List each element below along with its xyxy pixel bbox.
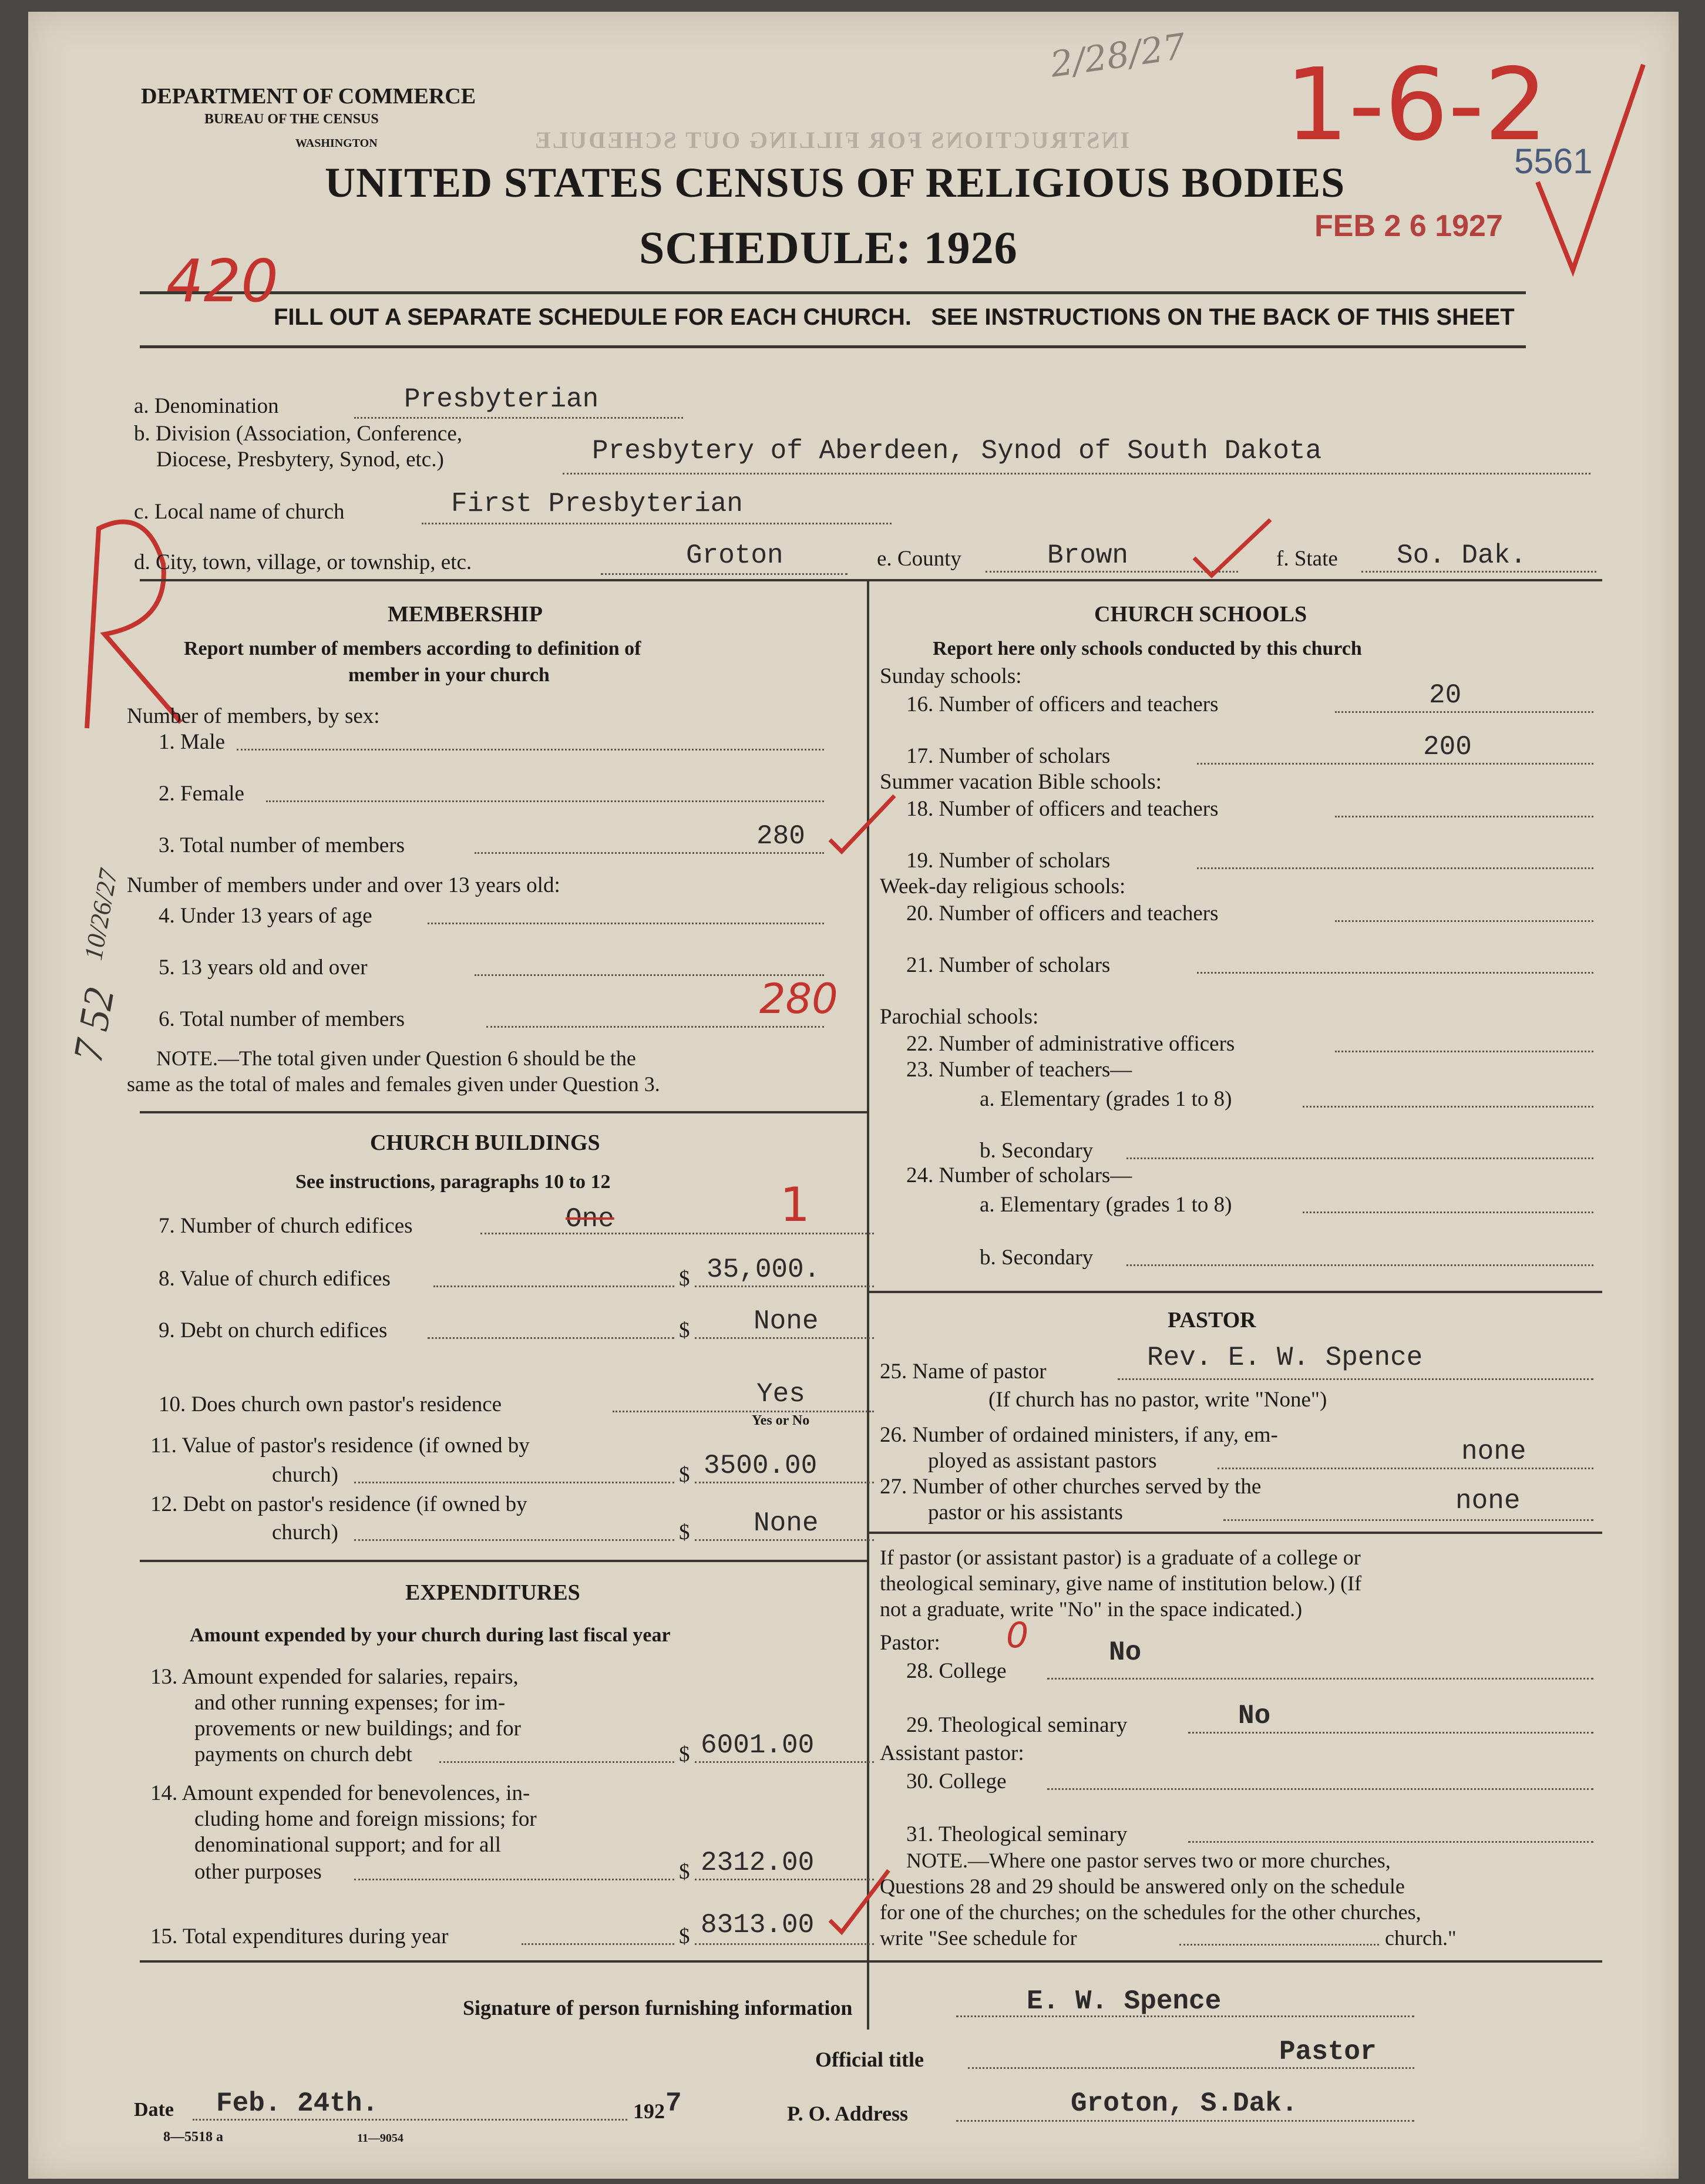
schools-heading: CHURCH SCHOOLS <box>1094 602 1307 627</box>
q2-label: 2. Female <box>159 782 244 806</box>
q13-label-4: payments on church debt <box>194 1742 412 1766</box>
q12-label-2: church) <box>272 1520 338 1544</box>
signature-label: Signature of person furnishing information <box>463 1996 853 2020</box>
expenditures-sub: Amount expended by your church during last fiscal year <box>190 1624 671 1646</box>
q10-hint: Yes or No <box>752 1413 810 1428</box>
q23a-label: a. Elementary (grades 1 to 8) <box>980 1087 1232 1111</box>
q26-line <box>1218 1468 1593 1469</box>
q8-line <box>433 1286 674 1287</box>
pastor-heading: PASTOR <box>1168 1308 1256 1332</box>
banner-rule-bottom <box>140 345 1526 348</box>
pastor-note-5: church." <box>1385 1926 1457 1950</box>
schedule-title: SCHEDULE: 1926 <box>639 222 1018 273</box>
po-address-label: P. O. Address <box>787 2102 909 2125</box>
q8-dollar: $ <box>679 1267 690 1291</box>
q10-label: 10. Does church own pastor's residence <box>159 1392 502 1416</box>
membership-rule <box>140 1111 867 1113</box>
department-label: DEPARTMENT OF COMMERCE <box>141 84 476 109</box>
q24-label: 24. Number of scholars— <box>906 1163 1132 1187</box>
footer-rule <box>140 1960 1602 1963</box>
po-address-line <box>956 2120 1414 2122</box>
schools-sub: Report here only schools conducted by this church <box>933 638 1362 659</box>
city-value: Groton <box>686 540 783 571</box>
q23a-line <box>1303 1106 1593 1108</box>
date-line <box>193 2119 627 2121</box>
q14-label-1: 14. Amount expended for benevolences, in- <box>150 1781 530 1805</box>
q3-line <box>475 852 824 854</box>
q19-line <box>1197 867 1593 869</box>
q10-value: Yes <box>756 1379 805 1409</box>
q12-dollar: $ <box>679 1520 690 1544</box>
q28-value: No <box>1109 1637 1142 1668</box>
q13-label-2: and other running expenses; for im- <box>194 1691 506 1715</box>
q6-line <box>486 1026 824 1028</box>
red-check-mark <box>1532 59 1649 282</box>
q13-value: 6001.00 <box>701 1730 815 1761</box>
q11-value: 3500.00 <box>704 1451 818 1481</box>
assistant-label: Assistant pastor: <box>880 1741 1024 1765</box>
margin-note-date: 10/26/27 <box>78 867 123 963</box>
division-label-1: b. Division (Association, Conference, <box>134 422 462 446</box>
q12-label-1: 12. Debt on pastor's residence (if owned by <box>150 1492 527 1516</box>
q4-line <box>428 923 824 924</box>
handwritten-420: 420 <box>166 247 278 315</box>
q17-line <box>1197 763 1593 765</box>
q28-label: 28. College <box>906 1659 1007 1683</box>
pencil-date-top: 2/28/27 <box>1048 26 1189 86</box>
q15-label: 15. Total expenditures during year <box>150 1924 449 1949</box>
print-number: 11—9054 <box>357 2132 403 2145</box>
q24a-label: a. Elementary (grades 1 to 8) <box>980 1193 1232 1217</box>
q19-label: 19. Number of scholars <box>906 849 1111 873</box>
grad-text-1: If pastor (or assistant pastor) is a graduate of a college or <box>880 1546 1361 1569</box>
q6-value: 280 <box>759 975 838 1023</box>
census-schedule-page <box>28 12 1679 2179</box>
q6-label: 6. Total number of members <box>159 1007 405 1031</box>
division-value: Presbytery of Aberdeen, Synod of South Dakota <box>592 436 1322 466</box>
q25-hint: (If church has no pastor, write "None") <box>988 1388 1327 1412</box>
membership-note-2: same as the total of males and females given under Question 3. <box>127 1072 660 1096</box>
q9-value: None <box>754 1306 819 1337</box>
membership-note-1: NOTE.—The total given under Question 6 should be the <box>156 1046 636 1070</box>
q13-label-3: provements or new buildings; and for <box>194 1717 521 1741</box>
q14-label-4: other purposes <box>194 1860 322 1884</box>
q12-amount-line <box>695 1539 874 1541</box>
form-number: 8—5518 a <box>163 2129 223 2145</box>
local-name-label: c. Local name of church <box>134 500 345 524</box>
year-suffix: 7 <box>665 2088 682 2119</box>
date-value: Feb. 24th. <box>216 2088 379 2119</box>
q23b-line <box>1126 1157 1593 1159</box>
q13-dollar: $ <box>679 1742 690 1766</box>
q15-value: 8313.00 <box>701 1910 815 1940</box>
official-title-line <box>968 2067 1414 2069</box>
parochial-label: Parochial schools: <box>880 1005 1039 1029</box>
signature-value: E. W. Spence <box>1027 1986 1222 2017</box>
q17-label: 17. Number of scholars <box>906 744 1111 768</box>
q24b-label: b. Secondary <box>980 1246 1094 1270</box>
q23-label: 23. Number of teachers— <box>906 1058 1132 1082</box>
q26-label-2: ployed as assistant pastors <box>928 1449 1157 1473</box>
q30-label: 30. College <box>906 1769 1007 1793</box>
red-r-mark <box>63 493 199 740</box>
q7-label: 7. Number of church edifices <box>159 1214 413 1238</box>
q25-label: 25. Name of pastor <box>880 1359 1047 1384</box>
q1-label: 1. Male <box>159 730 226 754</box>
q8-amount-line <box>695 1286 874 1287</box>
year-prefix: 192 <box>633 2099 665 2123</box>
pastor-note-1: NOTE.—Where one pastor serves two or more churches, <box>906 1849 1391 1872</box>
q27-label-1: 27. Number of other churches served by the <box>880 1475 1262 1499</box>
q17-value: 200 <box>1423 732 1472 762</box>
q15-dollar: $ <box>679 1924 690 1949</box>
pastor-sub-label: Pastor: <box>880 1631 940 1655</box>
q7-line <box>480 1233 874 1234</box>
q28-line <box>1047 1678 1593 1680</box>
q18-line <box>1335 816 1593 817</box>
q13-label-1: 13. Amount expended for salaries, repairs, <box>150 1665 519 1689</box>
pastor-note-4: write "See schedule for <box>880 1926 1077 1950</box>
q25-line <box>1118 1378 1593 1380</box>
q7-hand-value: 1 <box>780 1177 810 1232</box>
q2-line <box>266 800 824 802</box>
q29-label: 29. Theological seminary <box>906 1713 1128 1737</box>
q3-value: 280 <box>756 821 805 852</box>
q16-line <box>1335 711 1593 713</box>
q14-label-3: denominational support; and for all <box>194 1833 501 1857</box>
membership-sub-1: Report number of members according to definition of <box>184 638 641 659</box>
state-value: So. Dak. <box>1397 540 1526 571</box>
q20-label: 20. Number of officers and teachers <box>906 901 1219 926</box>
sunday-label: Sunday schools: <box>880 664 1022 688</box>
city-line <box>601 573 848 575</box>
q25-value: Rev. E. W. Spence <box>1147 1342 1423 1373</box>
pastor-note-2: Questions 28 and 29 should be answered only on the schedule <box>880 1875 1405 1898</box>
local-name-value: First Presbyterian <box>451 489 743 519</box>
q13-line <box>439 1761 674 1763</box>
q18-label: 18. Number of officers and teachers <box>906 797 1219 821</box>
q16-label: 16. Number of officers and teachers <box>906 692 1219 716</box>
membership-heading: MEMBERSHIP <box>388 602 543 627</box>
margin-note-752: 7 52 <box>63 984 123 1066</box>
q9-amount-line <box>695 1337 874 1339</box>
serial-number: 5561 <box>1514 142 1593 181</box>
summer-label: Summer vacation Bible schools: <box>880 770 1162 794</box>
q15-line <box>522 1943 674 1945</box>
red-check-county <box>1191 517 1273 581</box>
q14-label-2: cluding home and foreign missions; for <box>194 1807 537 1831</box>
county-value: Brown <box>1047 540 1129 571</box>
q8-label: 8. Value of church edifices <box>159 1267 391 1291</box>
q12-line <box>354 1539 674 1541</box>
pastor-note-3: for one of the churches; on the schedules for the other churches, <box>880 1900 1421 1924</box>
q23b-label: b. Secondary <box>980 1139 1094 1163</box>
membership-sub-2: member in your church <box>348 664 550 686</box>
q8-value: 35,000. <box>707 1254 820 1285</box>
q9-label: 9. Debt on church edifices <box>159 1318 388 1342</box>
q9-line <box>428 1337 674 1339</box>
q24a-line <box>1303 1212 1593 1213</box>
city-label-field: d. City, town, village, or township, etc. <box>134 550 472 574</box>
denomination-value: Presbyterian <box>404 384 599 415</box>
buildings-sub: See instructions, paragraphs 10 to 12 <box>295 1171 611 1193</box>
q24b-line <box>1126 1264 1593 1266</box>
by-age-label: Number of members under and over 13 years old: <box>127 873 560 897</box>
q27-value: none <box>1455 1486 1521 1516</box>
po-address-value: Groton, S.Dak. <box>1071 2088 1298 2119</box>
instruction-banner: FILL OUT A SEPARATE SCHEDULE FOR EACH CHURCH. SEE INSTRUCTIONS ON THE BACK OF THIS SHEET <box>274 304 1515 330</box>
county-label: e. County <box>877 547 961 571</box>
q29-line <box>1188 1732 1593 1734</box>
q16-value: 20 <box>1429 680 1462 711</box>
q5-label: 5. 13 years old and over <box>159 955 368 980</box>
date-label: Date <box>134 2099 174 2121</box>
q31-line <box>1188 1841 1593 1843</box>
division-label-2: Diocese, Presbytery, Synod, etc.) <box>156 447 444 472</box>
city-label: WASHINGTON <box>295 137 378 150</box>
ident-rule <box>140 579 1602 581</box>
q20-line <box>1335 920 1593 922</box>
official-title-value: Pastor <box>1279 2037 1377 2067</box>
received-date-stamp: FEB 2 6 1927 <box>1314 209 1503 243</box>
q11-dollar: $ <box>679 1463 690 1487</box>
state-line <box>1361 571 1596 573</box>
red-check-q3 <box>827 793 897 857</box>
schools-rule <box>869 1291 1602 1293</box>
bleed-through-heading: INSTRUCTIONS FOR FILLING OUT SCHEDULE <box>533 127 1129 153</box>
pastor-hand-mark: 0 <box>1006 1615 1029 1656</box>
buildings-heading: CHURCH BUILDINGS <box>370 1130 600 1155</box>
q10-line <box>613 1411 874 1412</box>
q14-line <box>354 1879 674 1880</box>
q13-amount-line <box>695 1761 874 1763</box>
handwritten-code: 1-6-2 <box>1285 47 1548 163</box>
q14-value: 2312.00 <box>701 1848 815 1878</box>
pastor-note-line <box>1179 1944 1379 1946</box>
official-title-label: Official title <box>815 2048 924 2071</box>
pastor-rule <box>869 1532 1602 1534</box>
banner-rule-top <box>140 291 1526 294</box>
denomination-line <box>354 417 683 419</box>
q11-label-1: 11. Value of pastor's residence (if owned by <box>150 1433 530 1458</box>
q11-label-2: church) <box>272 1463 338 1487</box>
buildings-rule <box>140 1560 867 1562</box>
q26-label-1: 26. Number of ordained ministers, if any, em- <box>880 1423 1278 1447</box>
q12-value: None <box>754 1508 819 1539</box>
division-line <box>563 473 1590 475</box>
q29-value: No <box>1238 1701 1271 1731</box>
grad-text-2: theological seminary, give name of institution below.) (If <box>880 1571 1362 1595</box>
expenditures-heading: EXPENDITURES <box>405 1580 580 1605</box>
denomination-label: a. Denomination <box>134 394 279 418</box>
q11-line <box>354 1482 674 1483</box>
by-sex-label: Number of members, by sex: <box>127 704 380 728</box>
q27-label-2: pastor or his assistants <box>928 1500 1123 1525</box>
form-title: UNITED STATES CENSUS OF RELIGIOUS BODIES <box>325 159 1346 206</box>
q4-label: 4. Under 13 years of age <box>159 904 372 928</box>
q14-dollar: $ <box>679 1860 690 1884</box>
q27-line <box>1223 1519 1593 1521</box>
q26-value: none <box>1461 1436 1526 1467</box>
q30-line <box>1047 1788 1593 1790</box>
q22-label: 22. Number of administrative officers <box>906 1032 1235 1056</box>
state-label: f. State <box>1276 547 1338 571</box>
q15-amount-line <box>695 1943 874 1945</box>
q31-label: 31. Theological seminary <box>906 1822 1128 1846</box>
q22-line <box>1335 1051 1593 1052</box>
q21-label: 21. Number of scholars <box>906 953 1111 977</box>
weekday-label: Week-day religious schools: <box>880 874 1126 898</box>
q7-value: One <box>566 1204 614 1234</box>
local-name-line <box>422 523 892 524</box>
q3-label: 3. Total number of members <box>159 833 405 857</box>
bureau-label: BUREAU OF THE CENSUS <box>204 112 379 127</box>
q11-amount-line <box>695 1482 874 1483</box>
q9-dollar: $ <box>679 1318 690 1342</box>
grad-text-3: not a graduate, write "No" in the space indicated.) <box>880 1597 1303 1621</box>
q1-line <box>237 749 824 751</box>
q21-line <box>1197 972 1593 974</box>
